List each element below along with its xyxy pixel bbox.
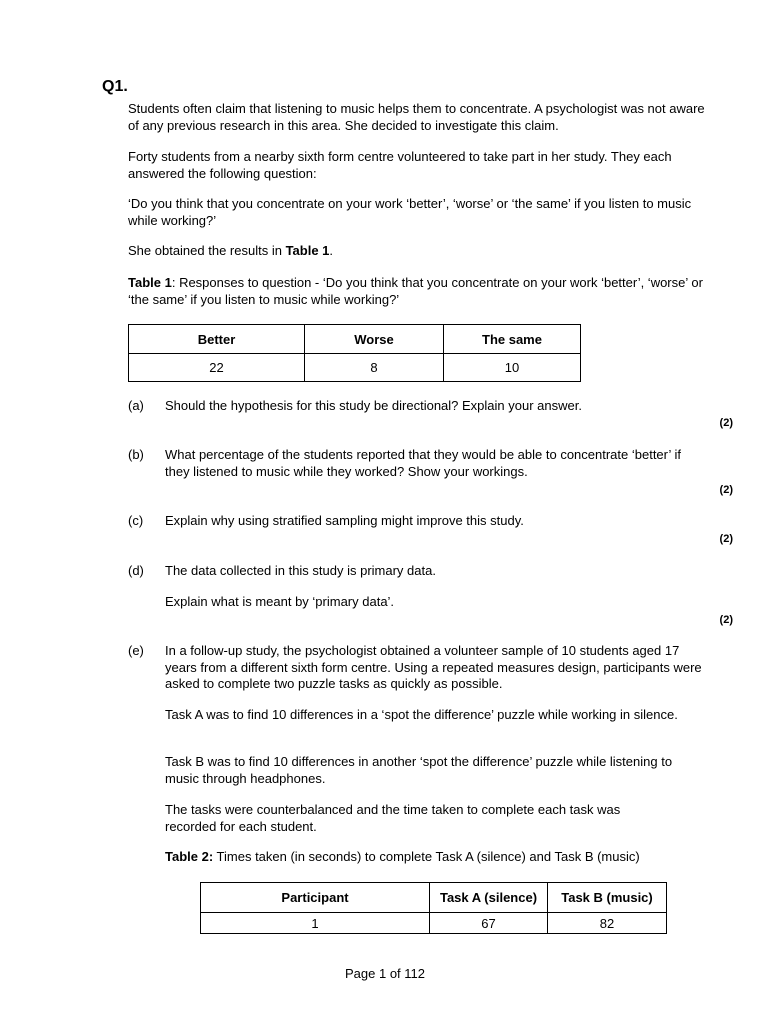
table1-header-same: The same: [444, 325, 581, 354]
table1-caption-label: Table 1: [128, 275, 172, 290]
results-intro: [128, 243, 708, 260]
part-d-label: (d): [128, 563, 144, 578]
part-e-task-a: Task A was to find 10 differences in a ‘spot the difference’ puzzle while working in silence.: [165, 707, 678, 722]
participants-paragraph: Forty students from a nearby sixth form centre volunteered to take part in her study. They each answered the following question:: [128, 149, 672, 181]
results-intro-suffix: .: [329, 243, 334, 258]
table2-participant-cell: 1: [201, 913, 430, 934]
table1-value-better: 22: [129, 354, 305, 382]
part-e-text: In a follow-up study, the psychologist obtained a volunteer sample of 10 students aged 17 years from a different sixth form centre. Using a repeated measures design, participants were asked to complete two puzzle tasks as quickly as possible.: [165, 643, 702, 691]
question-number: Q1.: [102, 78, 128, 95]
part-d-text2: Explain what is meant by ‘primary data’.: [165, 594, 395, 609]
intro-paragraph: Students often claim that listening to music helps them to concentrate. A psychologist was not aware of any previous research in this area. She decided to investigate this claim.: [128, 101, 705, 133]
table1-header-better: Better: [129, 325, 305, 354]
part-b-text: What percentage of the students reported that they would be able to concentrate ‘better’ if they listened to music while they worked? Show your workings.: [165, 447, 681, 479]
page-footer: Page 1 of 112: [345, 966, 425, 981]
table2-header-row: [201, 883, 667, 913]
table2-caption: [165, 849, 710, 866]
table1-caption-text: : Responses to question - ‘Do you think that you concentrate on your work ‘better’, ‘worse’ or ‘the same’ if you listen to music while working?’: [128, 275, 703, 307]
table2-caption-text: Times taken (in seconds) to complete Task A (silence) and Task B (music): [213, 849, 640, 864]
part-b-label: (b): [128, 447, 144, 462]
part-d-marks: (2): [719, 614, 733, 626]
part-d-text: The data collected in this study is primary data.: [165, 563, 436, 578]
part-c-marks: (2): [719, 533, 733, 545]
part-e-label: (e): [128, 643, 144, 658]
table1-values-row: [129, 354, 581, 382]
results-intro-table-ref: Table 1: [285, 243, 330, 258]
part-e-counterbalance: The tasks were counterbalanced and the time taken to complete each task was recorded for each student.: [165, 802, 621, 834]
part-b-marks: (2): [719, 484, 733, 496]
table2-header-participant: Participant: [201, 883, 430, 913]
table1-header-worse: Worse: [305, 325, 444, 354]
table2-task-b-cell: 82: [548, 913, 667, 934]
table2: [200, 882, 667, 934]
table-row: [201, 913, 667, 934]
table2-header-task-b: Task B (music): [548, 883, 667, 913]
table2-caption-label: Table 2:: [165, 849, 214, 864]
part-a-text: Should the hypothesis for this study be directional? Explain your answer.: [165, 398, 582, 413]
table1-value-same: 10: [444, 354, 581, 382]
part-c-text: Explain why using stratified sampling might improve this study.: [165, 513, 524, 528]
table1-caption: [128, 275, 708, 308]
part-a-marks: (2): [719, 417, 733, 429]
table2-header-task-a: Task A (silence): [430, 883, 548, 913]
question-quote: ‘Do you think that you concentrate on your work ‘better’, ‘worse’ or ‘the same’ if you listen to music while working?’: [128, 196, 692, 228]
part-e-task-b: Task B was to find 10 differences in another ‘spot the difference’ puzzle while listening to music through headphones.: [165, 754, 673, 786]
table2-task-a-cell: 67: [430, 913, 548, 934]
table1: [128, 324, 581, 382]
table1-value-worse: 8: [305, 354, 444, 382]
part-a-label: (a): [128, 398, 144, 413]
table1-header-row: [129, 325, 581, 354]
part-c-label: (c): [128, 513, 144, 528]
results-intro-prefix: She obtained the results in: [128, 243, 286, 258]
